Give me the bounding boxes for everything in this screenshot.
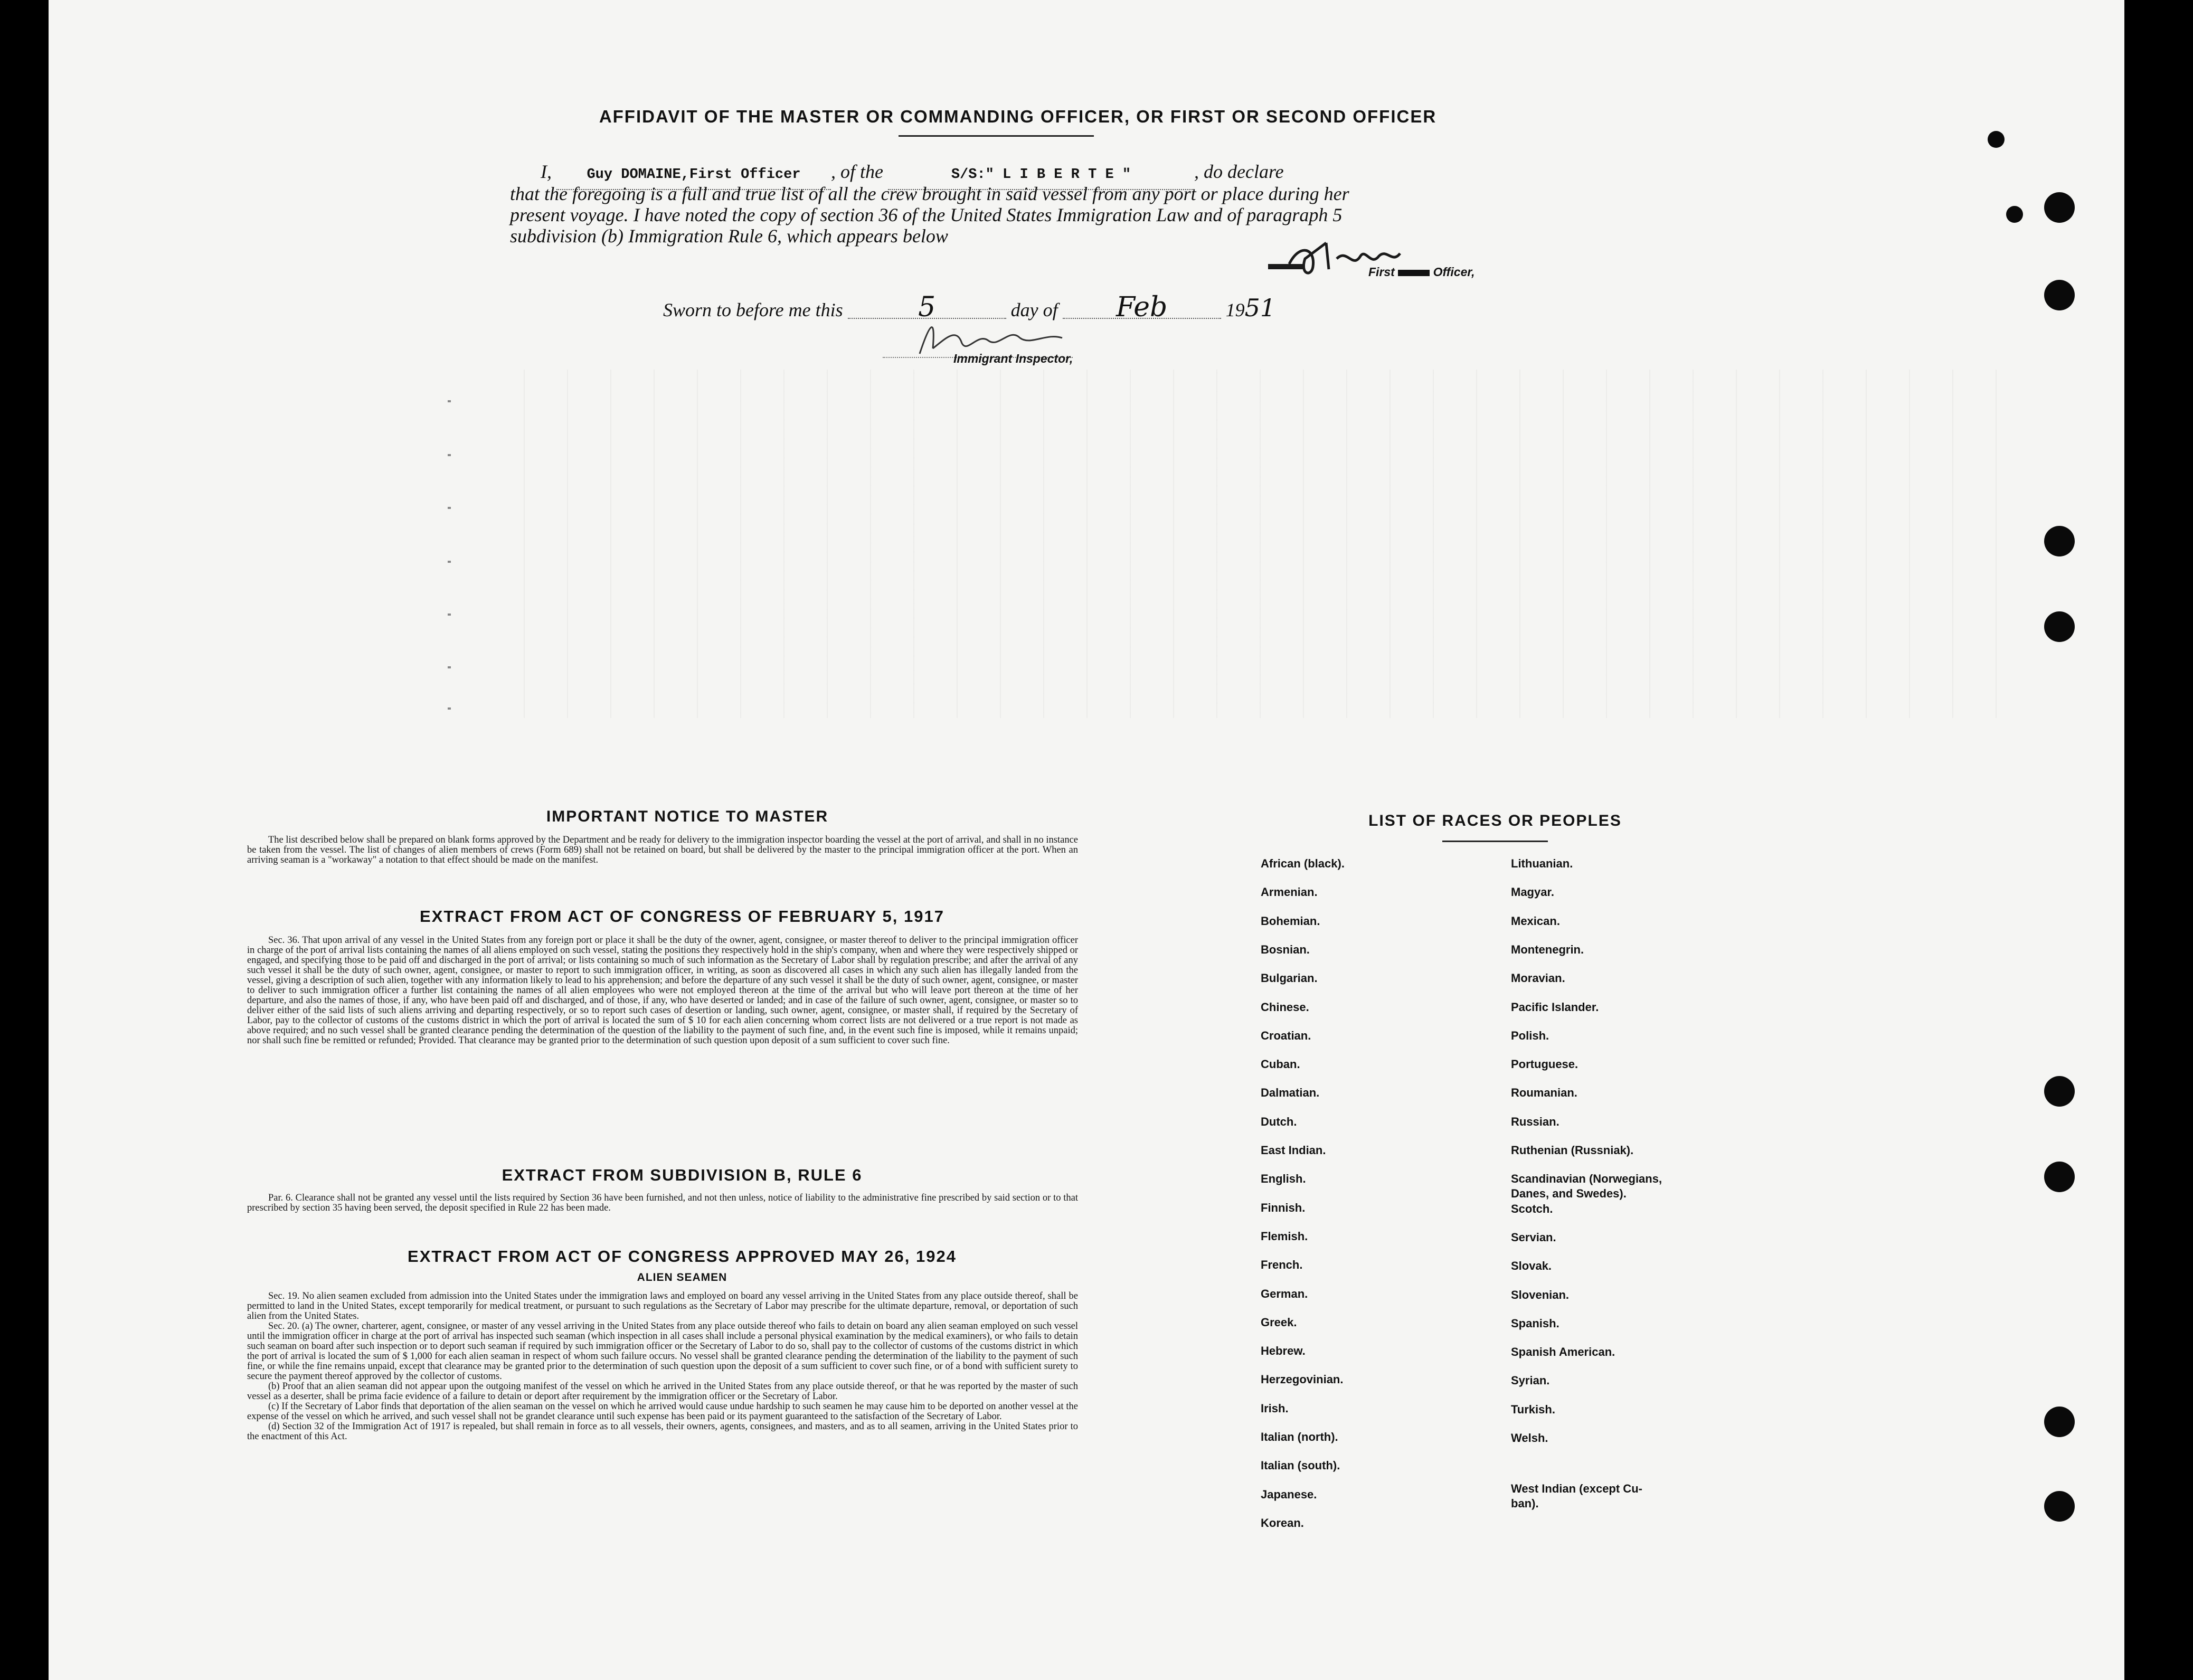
binder-hole (2044, 1407, 2075, 1437)
column-mark (448, 561, 451, 563)
sworn-label: Sworn to before me this (663, 299, 843, 320)
extract-rule6-title: EXTRACT FROM SUBDIVISION B, RULE 6 (502, 1166, 863, 1184)
i-label: I, (541, 161, 552, 182)
alien-seamen-subtitle: ALIEN SEAMEN (637, 1271, 727, 1283)
race-item-right: Russian. (1511, 1115, 1559, 1128)
column-mark (448, 707, 451, 710)
bleed-through-area (481, 370, 2012, 718)
race-item-left: Armenian. (1261, 885, 1318, 899)
column-mark (448, 614, 451, 616)
race-item-left: Finnish. (1261, 1201, 1306, 1214)
race-item-right: Spanish American. (1511, 1345, 1615, 1358)
binder-hole (2044, 192, 2075, 223)
day-of-label: day of (1010, 299, 1058, 320)
extract-1917-text: Sec. 36. That upon arrival of any vessel in the United States from any foreign port or place it shall be the duty of the owner, agent, consignee, or master thereof to deliver to the principal immigration officer in charge of the port of arrival lists containing the names of all aliens employed on such vessel, stating the positions they respectively hold in the ship's company, when and where they were respectively shipped or engaged, and specifying those to be paid off and discharged in the port of arrival; or lists containing so much of such information as the Secretary of Labor shall by regulation prescribe; and after the arrival of any such vessel it shall be the duty of such owner, agent, consignee, or master to report to such immigration officer, in writing, as soon as discovered all cases in which any such alien has illegally landed from the vessel, giving a description of such alien, together with any information likely to lead to his apprehension; and before the departure of any such vessel it shall be the duty of such owner, agent, consignee, or master to deliver to such immigration officer a further list containing the names of all alien employees who were not employed thereon at the time of the arrival but who will leave port thereon at the time of her departure, and also the names of those, if any, who have been paid off and discharged, and of those, if any, who have deserted or landed; and in case of the failure of such owner, agent, consignee, or master so to deliver either of the said lists of such aliens arriving and departing respectively, or so to report such cases of desertion or landing, such owner, agent, consignee, or master shall, if required by the Secretary of Labor, pay to the collector of customs of the customs district in which the port of arrival is located the sum of $ 10 for each alien concerning whom correct lists are not delivered or a true report is not made as above required; and no such vessel shall be granted clearance pending the determination of the question of the liability to the payment of such fine, and, in the event such fine is imposed, while it remains unpaid; nor shall such fine be remitted or refunded; Provided. That clearance may be granted prior to the determination of such question upon deposit of a sum sufficient to cover such fine. (247, 935, 1078, 1046)
extract-1917-title: EXTRACT FROM ACT OF CONGRESS OF FEBRUARY 5, 1917 (420, 907, 944, 926)
extract-1924-text: Sec. 19. No alien seamen excluded from admission into the United States under the immigration laws and employed on board any vessel arriving in the United States from any place outside thereof, shall be permitted to land in the United States, except temporarily for medical treatment, or pursuant to such regulations as the Secretary of Labor may prescribe for the ultimate departure, removal, or deportation of such alien from the United States. Sec. 20. (a) The owner, charterer, agent, consignee, or master of any vessel arriving in the United States from any place outside thereof who fails to detain on board any alien seaman employed on such vessel until the immigration officer in charge at the port of arrival has inspected such seaman (which inspection in all cases shall include a personal physical examination by the medical examiners), or who fails to detain such seaman on board after such inspection or to deport such seaman if required by such immigration officer or the Secretary of Labor to do so, shall pay to the collector of customs of the customs district in which the port of arrival is located the sum of $ 1,000 for each alien seaman in respect of whom such failure occurs. No vessel shall be granted clearance pending the determination of the liability to the payment of such fine, or while the fine remains unpaid, except that clearance may be granted prior to the determination of such question upon the deposit of a sum sufficient to cover such fine, or of a bond with sufficient surety to secure the payment thereof approved by the collector of customs. (b) Proof that an alien seaman did not appear upon the outgoing manifest of the vessel on which he arrived in the United States from any place outside thereof, or that he was reported by the master of such vessel as a deserter, shall be prima facie evidence of a failure to detain or deport after requirement by the immigration officer or the Secretary of Labor. (c) If the Secretary of Labor finds that deportation of the alien seaman on the vessel on which he arrived would cause undue hardship to such seamen he may cause him to be deported on another vessel at the expense of the vessel on which he arrived, and such vessel shall not be grandet clearance until such expense has been paid or its payment guaranteed to the satisfaction of the Secretary of Labor. (d) Section 32 of the Immigration Act of 1917 is repealed, but shall remain in force as to all vessels, their owners, agents, consignees, and masters, and as to all seamen, arriving in the United States prior to the enactment of this Act. (247, 1291, 1078, 1442)
extract-rule6-text: Par. 6. Clearance shall not be granted any vessel until the lists required by Section 36 have been furnished, and not then unless, notice of liability to the administrative fine prescribed by said section or to that prescribed by section 35 having been served, the deposit specified in Rule 22 has been made. (247, 1193, 1078, 1213)
race-item-right: Slovak. (1511, 1259, 1552, 1272)
race-item-right: Scandinavian (Norwegians, (1511, 1172, 1662, 1185)
race-item-left: French. (1261, 1258, 1303, 1271)
race-item-right: Polish. (1511, 1029, 1549, 1042)
race-item-left: Chinese. (1261, 1001, 1309, 1014)
binder-hole (2044, 526, 2075, 556)
race-item-right: Slovenian. (1511, 1288, 1570, 1301)
binder-hole (2044, 1162, 2075, 1192)
struck-text-mark (1398, 270, 1430, 276)
binder-hole (2044, 1076, 2075, 1107)
declaration-line-4: subdivision (b) Immigration Rule 6, which appears below (510, 225, 948, 247)
race-item-right: Pacific Islander. (1511, 1001, 1599, 1014)
race-item-left: Irish. (1261, 1402, 1289, 1415)
race-item-left: East Indian. (1261, 1144, 1326, 1157)
officer-name-field: Guy DOMAINE,First Officer (556, 161, 831, 190)
day-field: 5 (848, 297, 1006, 319)
race-item-left: Greek. (1261, 1316, 1297, 1329)
binder-hole (2044, 280, 2075, 310)
year-prefix: 19 (1225, 299, 1245, 320)
race-item-right: Syrian. (1511, 1374, 1550, 1387)
extract-1924-title: EXTRACT FROM ACT OF CONGRESS APPROVED MAY 26, 1924 (408, 1247, 957, 1266)
race-item-right: Danes, and Swedes). (1511, 1187, 1627, 1200)
race-item-left: Korean. (1261, 1516, 1304, 1530)
declaration-line-2: that the foregoing is a full and true list of all the crew brought in said vessel from any port or place during her (510, 183, 1349, 204)
race-item-left: Herzegovinian. (1261, 1373, 1344, 1386)
race-item-right: Montenegrin. (1511, 943, 1584, 956)
race-item-right: Roumanian. (1511, 1086, 1577, 1099)
race-item-left: Croatian. (1261, 1029, 1311, 1042)
race-item-left: Bosnian. (1261, 943, 1310, 956)
race-item-left: Japanese. (1261, 1488, 1317, 1501)
important-notice-text: The list described below shall be prepared on blank forms approved by the Department and be ready for delivery to the immigration inspector boarding the vessel at the port of arrival, and shall in no instance be taken from the vessel. The list of changes of alien members of crews (Form 689) shall not be retained on board, but shall be delivered by the master to the principal immigration officer at the port. When an arriving seaman is a "workaway" a notation to that effect should be made on the manifest. (247, 835, 1078, 865)
race-item-right: Welsh. (1511, 1431, 1548, 1445)
race-item-left: Dalmatian. (1261, 1086, 1320, 1099)
race-item-left: Cuban. (1261, 1058, 1300, 1071)
race-item-right: Scotch. (1511, 1202, 1553, 1215)
race-item-right: Moravian. (1511, 971, 1565, 985)
column-mark (448, 666, 451, 668)
race-item-right: West Indian (except Cu- (1511, 1482, 1642, 1495)
race-item-left: German. (1261, 1287, 1308, 1300)
race-item-left: English. (1261, 1172, 1306, 1185)
races-title-underline (1442, 841, 1548, 842)
year-field: 51 (1244, 294, 1276, 322)
column-mark (448, 507, 451, 509)
race-item-right: Servian. (1511, 1231, 1556, 1244)
race-item-right: Magyar. (1511, 885, 1554, 899)
race-item-left: African (black). (1261, 857, 1345, 870)
race-item-left: Italian (north). (1261, 1430, 1338, 1443)
affidavit-title: AFFIDAVIT OF THE MASTER OR COMMANDING OFFICER, OR FIRST OR SECOND OFFICER (599, 107, 1437, 126)
binder-hole (2044, 1491, 2075, 1522)
column-mark (448, 454, 451, 456)
race-item-left: Bohemian. (1261, 914, 1320, 928)
race-item-right: Mexican. (1511, 914, 1560, 928)
race-item-right: Ruthenian (Russniak). (1511, 1144, 1634, 1157)
races-title: LIST OF RACES OR PEOPLES (1368, 812, 1622, 829)
binder-hole (2006, 206, 2023, 223)
important-notice-title: IMPORTANT NOTICE TO MASTER (546, 808, 829, 825)
title-underline (899, 135, 1094, 137)
vessel-name-field: S/S:" L I B E R T E " (888, 161, 1194, 190)
race-item-right: Turkish. (1511, 1403, 1555, 1416)
declaration-line-3: present voyage. I have noted the copy of section 36 of the United States Immigration Law and of paragraph 5 (510, 204, 1343, 225)
race-item-right: Spanish. (1511, 1317, 1559, 1330)
binder-hole (1988, 131, 2005, 148)
race-item-left: Hebrew. (1261, 1344, 1306, 1357)
first-officer-label: First Officer, (1368, 265, 1475, 279)
column-mark (448, 400, 451, 402)
month-field: Feb (1063, 297, 1221, 319)
race-item-left: Dutch. (1261, 1115, 1297, 1128)
race-item-right: Portuguese. (1511, 1058, 1578, 1071)
race-item-right: Lithuanian. (1511, 857, 1573, 870)
do-declare-label: , do declare (1194, 161, 1284, 182)
document-page (49, 0, 2124, 1680)
race-item-left: Bulgarian. (1261, 971, 1318, 985)
binder-hole (2044, 611, 2075, 642)
inspector-label: Immigrant Inspector, (953, 352, 1073, 365)
race-item-left: Flemish. (1261, 1230, 1308, 1243)
race-item-right: ban). (1511, 1497, 1539, 1510)
of-the-label: , of the (831, 161, 883, 182)
race-item-left: Italian (south). (1261, 1459, 1340, 1472)
